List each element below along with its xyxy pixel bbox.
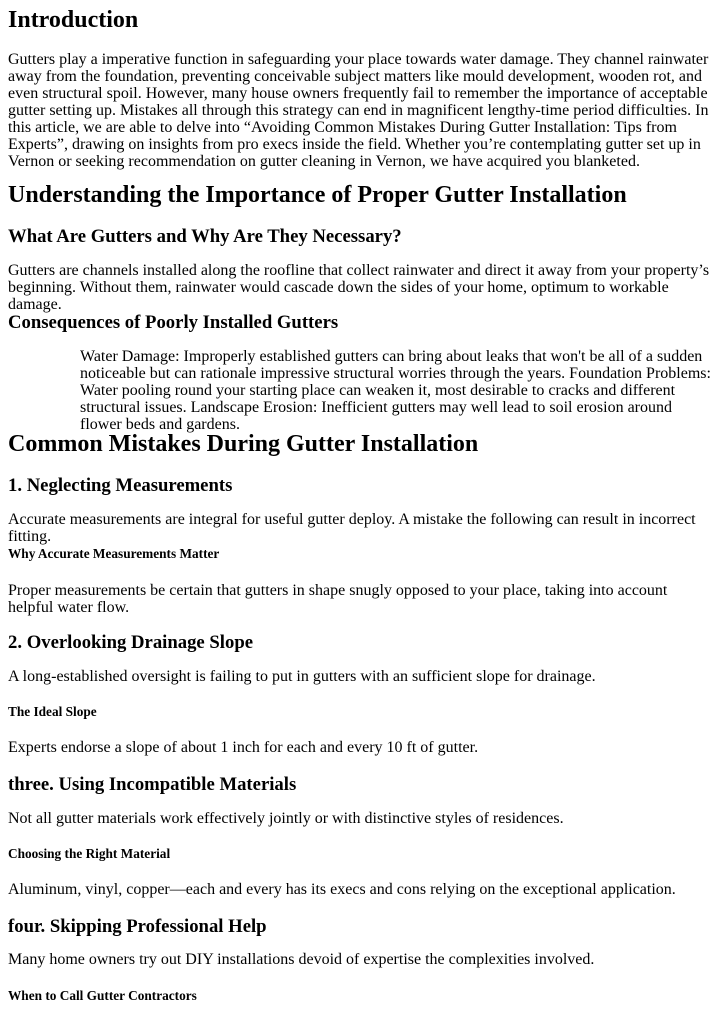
mistake-3-subparagraph: Aluminum, vinyl, copper—each and every has its execs and cons relying on the exceptional application. <box>8 881 676 898</box>
mistake-4-subheading: When to Call Gutter Contractors <box>8 988 197 1003</box>
what-are-gutters-paragraph: Gutters are channels installed along the roofline that collect rainwater and direct it away from your property’s beginning. Without them, rainwater would cascade down the sides of your home, optimum to workable damage. <box>8 262 710 313</box>
consequences-blockquote: Water Damage: Improperly established gutters can bring about leaks that won't be all of a sudden noticeable but can rationale impressive structural worries through the years. Foundation Problems: Water pooling round your starting place can weaken it, most desirable to cracks and different structural issues. Landscape Erosion: Inefficient gutters may well lead to soil erosion around flower beds and gardens. <box>80 348 711 433</box>
mistake-1-heading: 1. Neglecting Measurements <box>8 475 233 496</box>
mistake-1-paragraph: Accurate measurements are integral for useful gutter deploy. A mistake the following can result in incorrect fitting. <box>8 511 696 545</box>
mistake-2-paragraph: A long-established oversight is failing to put in gutters with an sufficient slope for drainage. <box>8 668 596 685</box>
intro-heading: Introduction <box>8 7 139 33</box>
importance-heading: Understanding the Importance of Proper Gutter Installation <box>8 182 627 208</box>
what-are-gutters-heading: What Are Gutters and Why Are They Necessary? <box>8 226 402 247</box>
mistake-1-subheading: Why Accurate Measurements Matter <box>8 546 220 561</box>
mistake-2-subheading: The Ideal Slope <box>8 704 97 719</box>
consequences-heading: Consequences of Poorly Installed Gutters <box>8 312 339 333</box>
mistake-4-heading: four. Skipping Professional Help <box>8 916 267 937</box>
mistake-4-paragraph: Many home owners try out DIY installations devoid of expertise the complexities involved. <box>8 951 595 968</box>
mistake-3-subheading: Choosing the Right Material <box>8 846 171 861</box>
mistake-3-paragraph: Not all gutter materials work effectively jointly or with distinctive styles of residences. <box>8 810 564 827</box>
mistake-2-heading: 2. Overlooking Drainage Slope <box>8 632 254 653</box>
mistake-3-heading: three. Using Incompatible Materials <box>8 774 297 795</box>
mistake-2-subparagraph: Experts endorse a slope of about 1 inch for each and every 10 ft of gutter. <box>8 739 479 756</box>
intro-paragraph: Gutters play a imperative function in safeguarding your place towards water damage. They channel rainwater away from the foundation, preventing conceivable subject matters like mould development, wooden rot, and even structural spoil. However, many house owners frequently fail to remember the importance of acceptable gutter setting up. Mistakes all through this strategy can end in magnificent lengthy-time period difficulties. In this article, we are able to delve into “Avoiding Common Mistakes During Gutter Installation: Tips from Experts”, drawing on insights from pro execs inside the field. Whether you’re contemplating gutter set up in Vernon or seeking recommendation on gutter cleaning in Vernon, we have acquired you blanketed. <box>8 51 709 170</box>
mistakes-heading: Common Mistakes During Gutter Installation <box>8 431 479 457</box>
mistake-1-subparagraph: Proper measurements be certain that gutters in shape snugly opposed to your place, taking into account helpful water flow. <box>8 582 668 616</box>
